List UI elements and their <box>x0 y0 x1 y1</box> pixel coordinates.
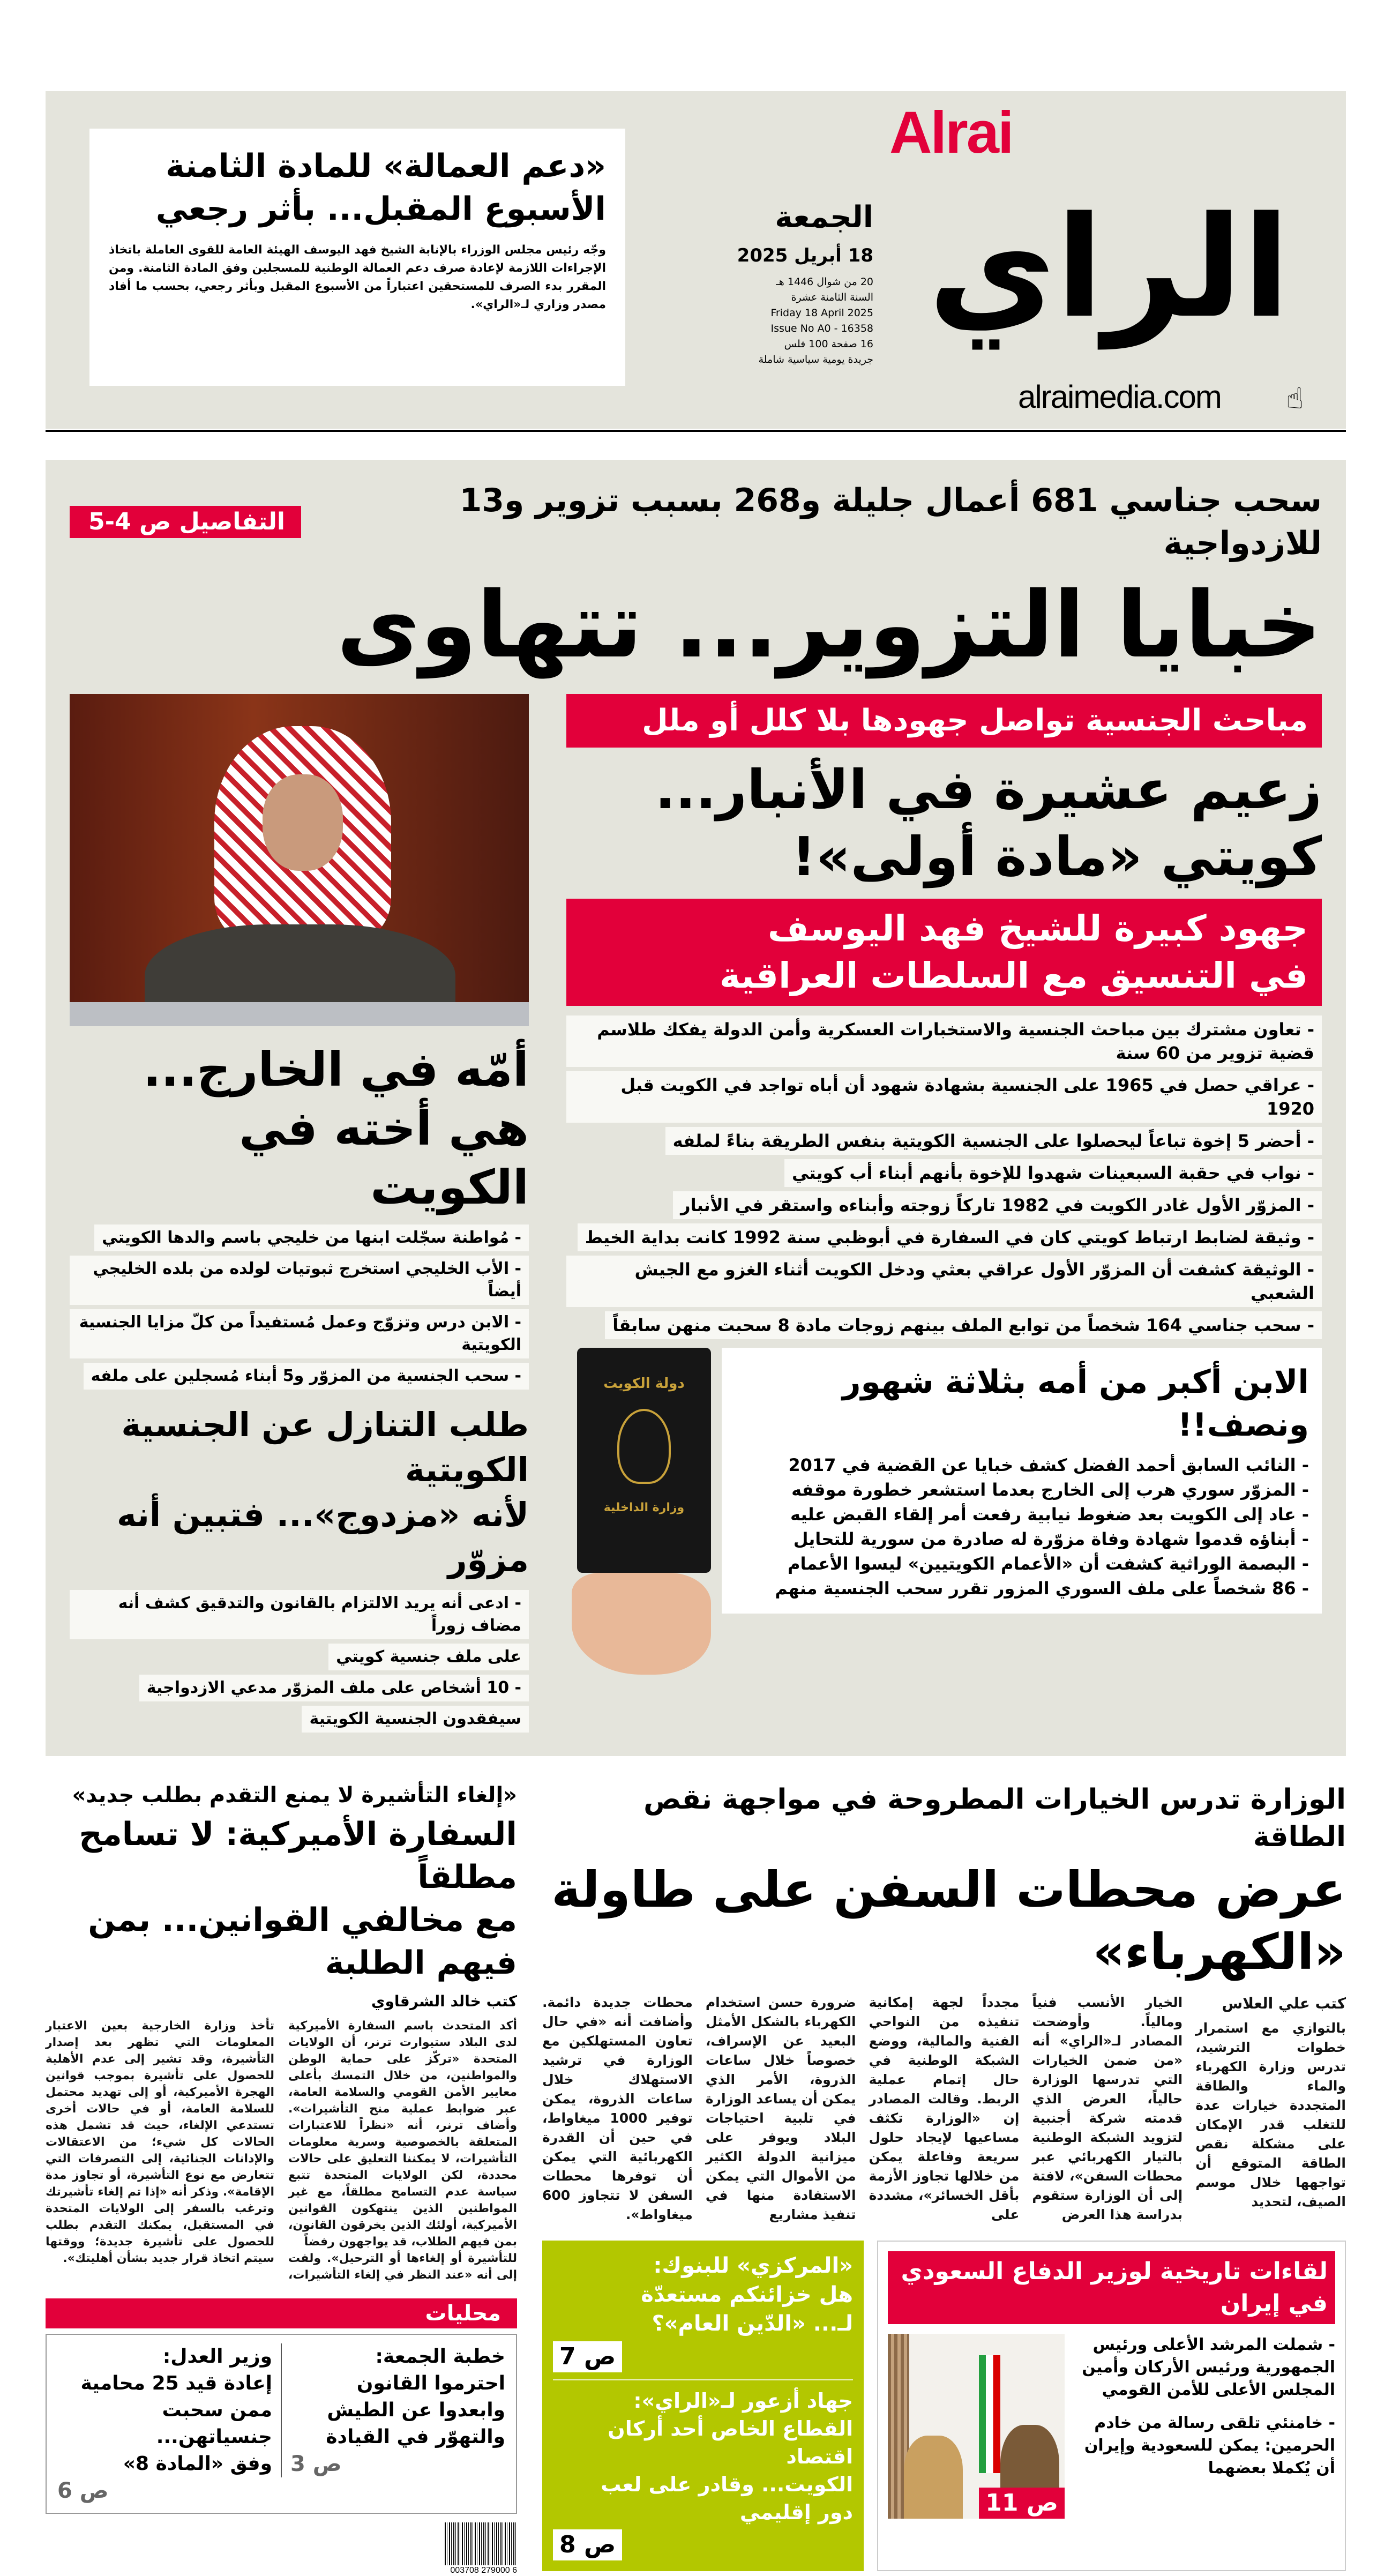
passport-image <box>577 1348 711 1573</box>
barcode <box>445 2522 517 2565</box>
side-story-3-headline[interactable]: الابن أكبر من أمه بثلاثة شهور ونصف!! <box>842 1363 1309 1444</box>
date-english: Friday 18 April 2025 <box>770 307 873 319</box>
bottom-section <box>46 1781 1346 2576</box>
year-label: السنة الثامنة عشرة <box>791 292 873 303</box>
lead-subheadline <box>566 756 1322 890</box>
page-ref[interactable]: ص 3 <box>290 2452 342 2476</box>
subheadline-line-1: زعيم عشيرة في الأنبار... <box>655 758 1322 821</box>
pages-price: 16 صفحة 100 فلس <box>784 338 873 350</box>
local-line: وزير العدل: <box>162 2346 272 2368</box>
date-arabic: 18 أبريل 2025 <box>737 245 873 266</box>
lead-banner-2 <box>566 899 1322 1006</box>
top-story-headline[interactable]: «دعم العمالة» للمادة الثامنة الأسبوع المقبل... بأثر رجعي <box>155 147 606 228</box>
bullet: - المزوّر سوري هرب إلى الخارج بعدما استشعر خطورة موقفه <box>791 1480 1309 1500</box>
embassy-kicker: «إلغاء التأشيرة لا يمنع التقدم بطلب جديد» <box>72 1783 517 1808</box>
embassy-headline[interactable] <box>46 1813 517 1984</box>
promo-central-bank[interactable] <box>553 2251 853 2338</box>
energy-column: محطات جديدة دائمة. وأضافت أنه «في حال تعاون المستهلكين مع الوزارة في ترشيد الاستهلاك خلال ساعات الذروة، يمكن توفير 1000 ميغاواط، في حين أن القدرة الكهربائية التي يمكن أن توفرها محطات السفن لا تتجاوز 600 ميغاواط». <box>542 1995 693 2222</box>
hand-pointer-icon: ☝ <box>1286 382 1304 415</box>
bullet: - شملت المرشد الأعلى ورئيس الجمهورية ورئيس الأركان وأمين المجلس الأعلى للأمن القومي <box>1082 2335 1335 2399</box>
logo-arabic: الراي <box>928 187 1290 349</box>
headline-line: هي أخته في الكويت <box>239 1101 529 1215</box>
green-promo-box <box>542 2241 864 2571</box>
lead-section <box>46 460 1346 1756</box>
emblem-icon <box>617 1409 671 1484</box>
promo-line: الكويت... وقادر على لعب <box>601 2473 853 2496</box>
side-story-1-headline[interactable] <box>70 1040 529 1217</box>
date-column <box>713 198 873 368</box>
bullet: سيفقدون الجنسية الكويتية <box>302 1706 529 1733</box>
bullet: - البصمة الوراثية كشفت أن «الأعمام الكويتيين» ليسوا الأعمام <box>788 1554 1309 1574</box>
subheadline-line-2: كويتي «مادة أولى»! <box>791 825 1322 888</box>
local-line: خطبة الجمعة: <box>375 2346 505 2368</box>
energy-column: بالتوازي مع استمرار خطوات الترشيد، تدرس وزارة الكهرباء والماء والطاقة المتجددة خيارات عدة للتغلب قدر الإمكان على مشكلة نقص الطاقة المتوقع أن تواجهها خلال موسم الصيف، لتحديد <box>1195 2020 1346 2209</box>
day-label: الجمعة <box>775 200 873 235</box>
local-line: ممن سحبت جنسياتهن... <box>156 2399 272 2448</box>
headline-line: أمّه في الخارج... <box>143 1042 529 1097</box>
bottom-main <box>542 1781 1346 2571</box>
bottom-side <box>46 1781 517 2576</box>
lead-bullet: - المزوّر الأول غادر الكويت في 1982 تاركاً زوجته وأبناءه واستقر في الأنبار <box>673 1191 1322 1219</box>
local-line: والتهوّر في القيادة <box>326 2426 505 2448</box>
local-line: إعادة قيد 25 محامية <box>80 2372 272 2394</box>
energy-body <box>542 1993 1346 2224</box>
side-story-2-headline[interactable] <box>70 1402 529 1582</box>
content <box>46 460 1346 2576</box>
bullet: - ادعى أنه يريد الالتزام بالقانون والتدقيق كشف أنه مضاف زوراً <box>70 1590 529 1639</box>
headline-line: مع مخالفي القوانين... بمن فيهم الطلبة <box>88 1901 517 1982</box>
issue-number: Issue No A0 - 16358 <box>770 323 873 334</box>
page-ref[interactable]: ص 6 <box>57 2478 109 2503</box>
embassy-body <box>46 2018 517 2283</box>
embassy-column: للتأشيرة أو إلغاءها أو الترحيل». ولفت إلى أنه «عند النظر في إلغاء التأشيرات، تأخذ وزارة الخارجية بعين الاعتبار المعلومات التي تظهر بعد إصدار التأشيرة، وقد تشير إلى عدم الأهلية للحصول على تأشيرة بموجب قوانين الهجرة الأميركية، أو إلى تهديد محتمل للسلامة العامة، أو في حالات أخرى تستدعي الإلغاء، حيث قد تشمل هذه الحالات كل شيء؛ من الاعتقالات والإدانات الجنائية، إلى التصرفات التي تتعارض مع نوع التأشيرة، أو تجاوز مدة الإقامة». وذكر أنه «إذا تم إلغاء تأشيرتك وترغب بالسفر إلى الولايات المتحدة في المستقبل، يمكنك التقدم بطلب للحصول على تأشيرة جديدة؛ ووقتها سيتم اتخاذ قرار جديد بشأن أهليتك». <box>46 2019 517 2282</box>
sheikh-photo <box>70 694 529 1026</box>
energy-headline[interactable]: عرض محطات السفن على طاولة «الكهرباء» <box>551 1861 1346 1981</box>
promo-line: دور إقليمي <box>739 2500 853 2524</box>
side-story-2-bullets <box>70 1590 529 1733</box>
local-line: وفق «المادة 8» <box>123 2453 272 2475</box>
lead-side-column <box>70 694 529 1737</box>
bullet: - سحب الجنسية من المزوّر و5 أبناء مُسجلين على ملفه <box>84 1363 529 1390</box>
local-friday-sermon[interactable] <box>281 2343 505 2477</box>
bullet: - النائب السابق أحمد الفضل كشف خبايا عن القضية في 2017 <box>788 1455 1309 1475</box>
lead-main-column <box>566 694 1322 1675</box>
energy-column: مجدداً لجهة إمكانية تنفيذه من النواحي الفنية والمالية، ووضع الشبكة الوطنية في حال إتمام عملية الربط. وقالت المصادر إن «الوزارة تكثف مساعيها لإيجاد حلول سريعة وفاعلة يمكن من خلالها تجاوز الأزمة بأقل الخسائر»، مشددة على <box>869 1995 1020 2222</box>
promo-line: جهاد أزعور لـ«الراي»: <box>633 2389 853 2413</box>
side-story-3-bullets <box>735 1453 1309 1601</box>
promo-line: «المركزي» للبنوك: <box>653 2253 853 2278</box>
page-ref[interactable]: ص 11 <box>979 2488 1065 2519</box>
banner2-line-1: جهود كبيرة للشيخ فهد اليوسف <box>767 908 1308 949</box>
bullet: - عاد إلى الكويت بعد ضغوط نيابية رفعت أمر إلقاء القبض عليه <box>790 1504 1309 1525</box>
website-link[interactable]: alraimedia.com <box>1018 379 1221 415</box>
embassy-column: أكد المتحدث باسم السفارة الأميركية لدى البلاد ستيوارت ترنر، أن الولايات المتحدة «تركّز على حماية الوطن والمواطنين، من خلال التمسك بأعلى معايير الأمن القومي والسلامة العامة، عبر ضوابط عملية منح التأشيرات». وأضاف ترنر، أنه «نظراً للاعتبارات المتعلقة بالخصوصية وسرية معلومات التأشيرات، لا يمكننا التعليق على حالات محددة، لكن الولايات المتحدة تتبع سياسة عدم التسامح مطلقاً، مع غير المواطنين الذين ينتهكون القوانين الأميركية، أولئك الذين يخرقون القانون، بمن فيهم الطلاب، قد يواجهون رفضاً <box>288 2019 517 2249</box>
hijri-date: 20 من شوال 1446 هـ <box>776 276 873 288</box>
energy-kicker: الوزارة تدرس الخيارات المطروحة في مواجهة نقص الطاقة <box>643 1783 1346 1853</box>
promo-line: لـ... «الدّين العام»؟ <box>652 2311 853 2336</box>
details-tag[interactable]: التفاصيل ص 4-5 <box>70 506 301 538</box>
meeting-photo <box>888 2334 1065 2519</box>
logo-latin: Alrai <box>889 100 1013 166</box>
energy-byline: كتب علي العلاس <box>1222 1995 1346 2012</box>
top-story-body: وجّه رئيس مجلس الوزراء بالإنابة الشيخ فهد اليوسف الهيئة العامة للقوى العاملة باتخاذ الإجراءات اللازمة لإعادة صرف دعم العمالة الوطنية للمسجلين وفق المادة الثامنة. ومن المقرر بدء الصرف للمستحقين اعتباراً من الأسبوع المقبل وبأثر رجعي، بحسب ما أفاد مصدر وزاري لـ«الراي». <box>109 243 606 311</box>
bullet: - الأب الخليجي استخرج ثبوتيات لولده من بلده الخليجي أيضاً <box>70 1256 529 1305</box>
page-ref[interactable]: ص 8 <box>553 2529 622 2560</box>
bullet: على ملف جنسية كويتي <box>328 1644 529 1670</box>
side-story-3-box <box>722 1348 1322 1614</box>
lead-banner-1: مباحث الجنسية تواصل جهودها بلا كلل أو ملل <box>566 694 1322 748</box>
headline-line: السفارة الأميركية: لا تسامح مطلقاً <box>79 1816 517 1896</box>
lead-bullet: - نواب في حقبة السبعينات شهدوا للإخوة بأنهم أبناء أب كويتي <box>784 1159 1322 1187</box>
barcode-number: 6 279000 003708 <box>450 2566 517 2575</box>
local-box <box>46 2334 517 2514</box>
lead-bullet: - سحب جناسي 164 شخصاً من توابع الملف بينهم زوجات مادة 8 سحبت منهن سابقاً <box>605 1311 1322 1339</box>
lead-kicker: سحب جناسي 681 أعمال جليلة و268 بسبب تزوير و13 للازدواجية <box>459 482 1322 562</box>
passport-ministry: وزارة الداخلية <box>603 1501 685 1514</box>
promo-line: هل خزائنكم مستعدّة <box>641 2282 853 2307</box>
bullet: - مُواطنة سجّلت ابنها من خليجي باسم والدها الكويتي <box>94 1224 529 1251</box>
bullet: - 86 شخصاً على ملف السوري المزور تقرر سحب الجنسية منهم <box>775 1578 1309 1599</box>
passport-country: دولة الكويت <box>603 1376 685 1392</box>
promo-line: القطاع الخاص أحد أركان اقتصاد <box>608 2417 853 2468</box>
hand-image <box>572 1573 711 1675</box>
lead-bullet: - عراقي حصل في 1965 على الجنسية بشهادة شهود أن أباه تواجد في الكويت قبل 1920 <box>566 1071 1322 1123</box>
lead-bullet: - الوثيقة كشفت أن المزوّر الأول عراقي بعثي ودخل الكويت أثناء الغزو مع الجيش الشعبي <box>566 1256 1322 1307</box>
passport-column <box>566 1348 711 1675</box>
headline-line: لأنه «مزدوج»... فتبين أنه مزوّر <box>116 1495 529 1579</box>
page-ref[interactable]: ص 7 <box>553 2341 622 2372</box>
lead-bullets <box>566 1016 1322 1339</box>
edition-info <box>713 274 873 368</box>
bullet: - أبناؤه قدموا شهادة وفاة مزوّرة له صادرة من سورية للتحايل <box>793 1529 1309 1549</box>
lead-headline[interactable]: خبايا التزوير... تتهاوى <box>336 572 1322 678</box>
local-section-header[interactable]: محليات <box>46 2298 517 2328</box>
bullet: - 10 أشخاص على ملف المزوّر مدعي الازدواجية <box>139 1675 529 1701</box>
lead-bullet: - وثيقة لضابط ارتباط كويتي كان في السفارة في أبوظبي سنة 1992 كانت بداية الخيط <box>578 1223 1322 1251</box>
embassy-byline: كتب خالد الشرقاوي <box>371 1992 517 2010</box>
promo-azour[interactable] <box>553 2387 853 2526</box>
divider <box>553 2379 853 2380</box>
saudi-title[interactable]: لقاءات تاريخية لوزير الدفاع السعودي في إيران <box>888 2251 1335 2324</box>
masthead-divider <box>46 430 1346 432</box>
banner2-line-2: في التنسيق مع السلطات العراقية <box>719 955 1308 996</box>
lead-bullet: - تعاون مشترك بين مباحث الجنسية والاستخبارات العسكرية وأمن الدولة يفكك طلاسم قضية تزوير من 60 سنة <box>566 1016 1322 1067</box>
top-story-box[interactable] <box>89 129 625 386</box>
saudi-bullets <box>1074 2334 1335 2480</box>
side-story-1-bullets <box>70 1224 529 1390</box>
bullet: - خامنئي تلقى رسالة من خادم الحرمين: يمكن للسعودية وإيران أن يُكملا بعضهما <box>1084 2414 1335 2477</box>
energy-column: ضرورة حسن استخدام الكهرباء بالشكل الأمثل البعيد عن الإسراف، خصوصاً خلال ساعات الذروة، الأمر الذي يمكن أن يساعد الوزارة في تلبية احتياجات البلاد ويوفر على ميزانية الدولة الكثير من الأموال التي يمكن الاستفادة منها في تنفيذ مشاريع <box>705 1995 856 2222</box>
local-justice-minister[interactable] <box>57 2343 281 2504</box>
energy-column: الخيار الأنسب فنياً ومالياً. وأوضحت المصادر لـ«الراي» أنه «من ضمن الخيارات التي تدرسها الوزارة حالياً، العرض الذي قدمته شركة أجنبية لتزويد الشبكة الوطنية بالتيار الكهربائي عبر محطات السفن»، لافتة إلى أن الوزارة ستقوم بدراسة هذا العرض <box>1032 1995 1183 2222</box>
local-line: وابعدوا عن الطيش <box>327 2399 505 2421</box>
local-line: احترموا القانون <box>356 2372 505 2394</box>
bullet: - الابن درس وتزوّج وعمل مُستفيداً من كلّ مزايا الجنسية الكويتية <box>70 1309 529 1358</box>
tagline: جريدة يومية سياسية شاملة <box>758 354 873 365</box>
lead-bullet: - أحضر 5 إخوة تباعاً ليحصلوا على الجنسية الكويتية بنفس الطريقة بناءً لملفه <box>665 1127 1322 1155</box>
saudi-box <box>877 2241 1346 2571</box>
headline-line: طلب التنازل عن الجنسية الكويتية <box>121 1405 529 1489</box>
